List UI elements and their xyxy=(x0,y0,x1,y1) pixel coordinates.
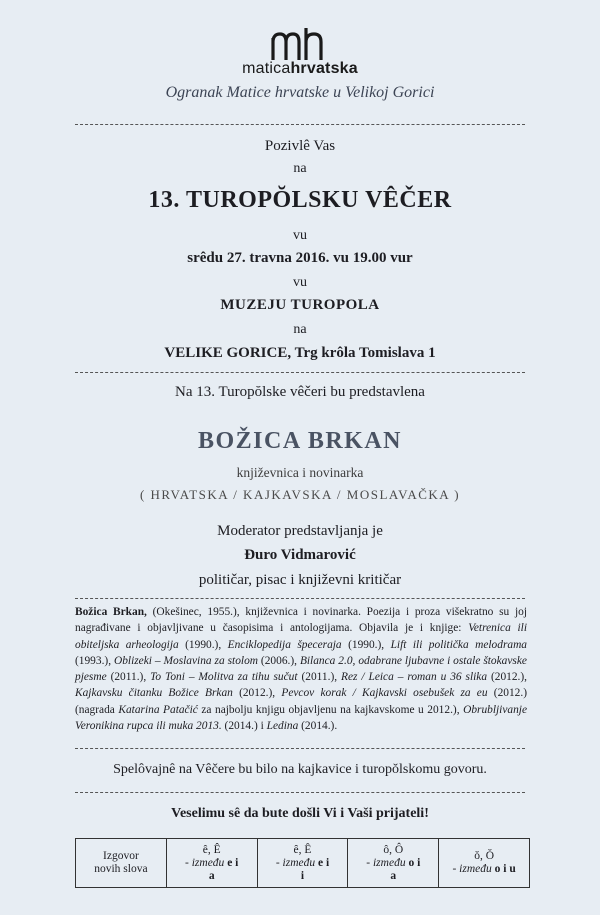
divider xyxy=(75,792,525,793)
logo-text: maticahrvatska xyxy=(242,60,358,77)
pron-cell: ȇ, Ȇ - između e i i xyxy=(257,839,348,888)
moderator-role: političar, pisac i književni kritičar xyxy=(198,572,402,588)
na-line: na xyxy=(293,161,307,176)
pron-header-cell: Izgovor novih slova xyxy=(76,839,167,888)
pron-cell: ŏ, Ŏ - između o i u xyxy=(439,839,530,888)
event-title: 13. TUROPŎLSKU VÊČER xyxy=(148,187,452,213)
branch-name: Ogranak Matice hrvatske u Velikoj Gorici xyxy=(165,84,435,101)
divider xyxy=(75,124,525,125)
matica-logo-icon xyxy=(270,28,330,60)
divider xyxy=(75,748,525,749)
address: VELIKE GORICE, Trg krôla Tomislava 1 xyxy=(164,345,436,361)
pronunciation-table xyxy=(75,838,530,888)
logo-block xyxy=(0,28,600,102)
vu-line: vu xyxy=(293,228,307,243)
speaker-name: BOŽICA BRKAN xyxy=(197,428,403,454)
presentation-intro: Na 13. Turopŏlske vêčeri bu predstavlena xyxy=(175,384,425,400)
na-line-2: na xyxy=(293,322,307,337)
moderator-name: Đuro Vidmarović xyxy=(244,547,356,563)
venue: MUZEJU TUROPOLA xyxy=(220,297,380,313)
pron-cell: ê, Ê - između e i a xyxy=(166,839,257,888)
welcome-line: Veselimu sê da bute došli Vi i Vaši prijateli! xyxy=(171,806,429,821)
divider xyxy=(75,372,525,373)
bio-paragraph: Božica Brkan, (Okešinec, 1955.), književnica i novinarka. Poezija i proza višekratno su joj nagrađivane i objavljivane u časopisima i antologijama. Objavila je i knjige: Vetrenica ili obiteljska arheologija (1990.), Enciklopedija špeceraja (1990.), Lift ili politička melodrama (1993.), Oblizeki – Moslavina za stolom (2006.), Bilanca 2.0, odabrane ljubavne i ostale štokavske pjesme (2011.), To Toni – Molitva za tihu sučut (2011.), Rez / Leica – roman u 36 slika (2012.), Kajkavsku čitanku Božice Brkan (2012.), Pevcov korak / Kajkavski osebušek za eu (2012.) (nagrada Katarina Patačić za najbolju knjigu objavljenu na kajkavskome u 2012.), Obrubljivanje Veronikina rupca ili muka 2013. (2014.) i Ledina (2014.). xyxy=(75,606,528,733)
vu-line-2: vu xyxy=(293,275,307,290)
speaker-role: književnica i novinarka xyxy=(236,465,364,480)
invite-line: Pozivlê Vas xyxy=(264,138,336,154)
divider xyxy=(75,598,525,599)
moderator-intro: Moderator predstavljanja je xyxy=(217,523,383,539)
pron-cell: ô, Ô - između o i a xyxy=(348,839,439,888)
event-date: srêdu 27. travna 2016. vu 19.00 vur xyxy=(187,250,413,266)
speech-note: Spelôvajnê na Vêčere bu bilo na kajkavice i turopŏlskomu govoru. xyxy=(113,762,487,777)
speaker-region: ( HRVATSKA / KAJKAVSKA / MOSLAVAČKA ) xyxy=(139,487,461,502)
